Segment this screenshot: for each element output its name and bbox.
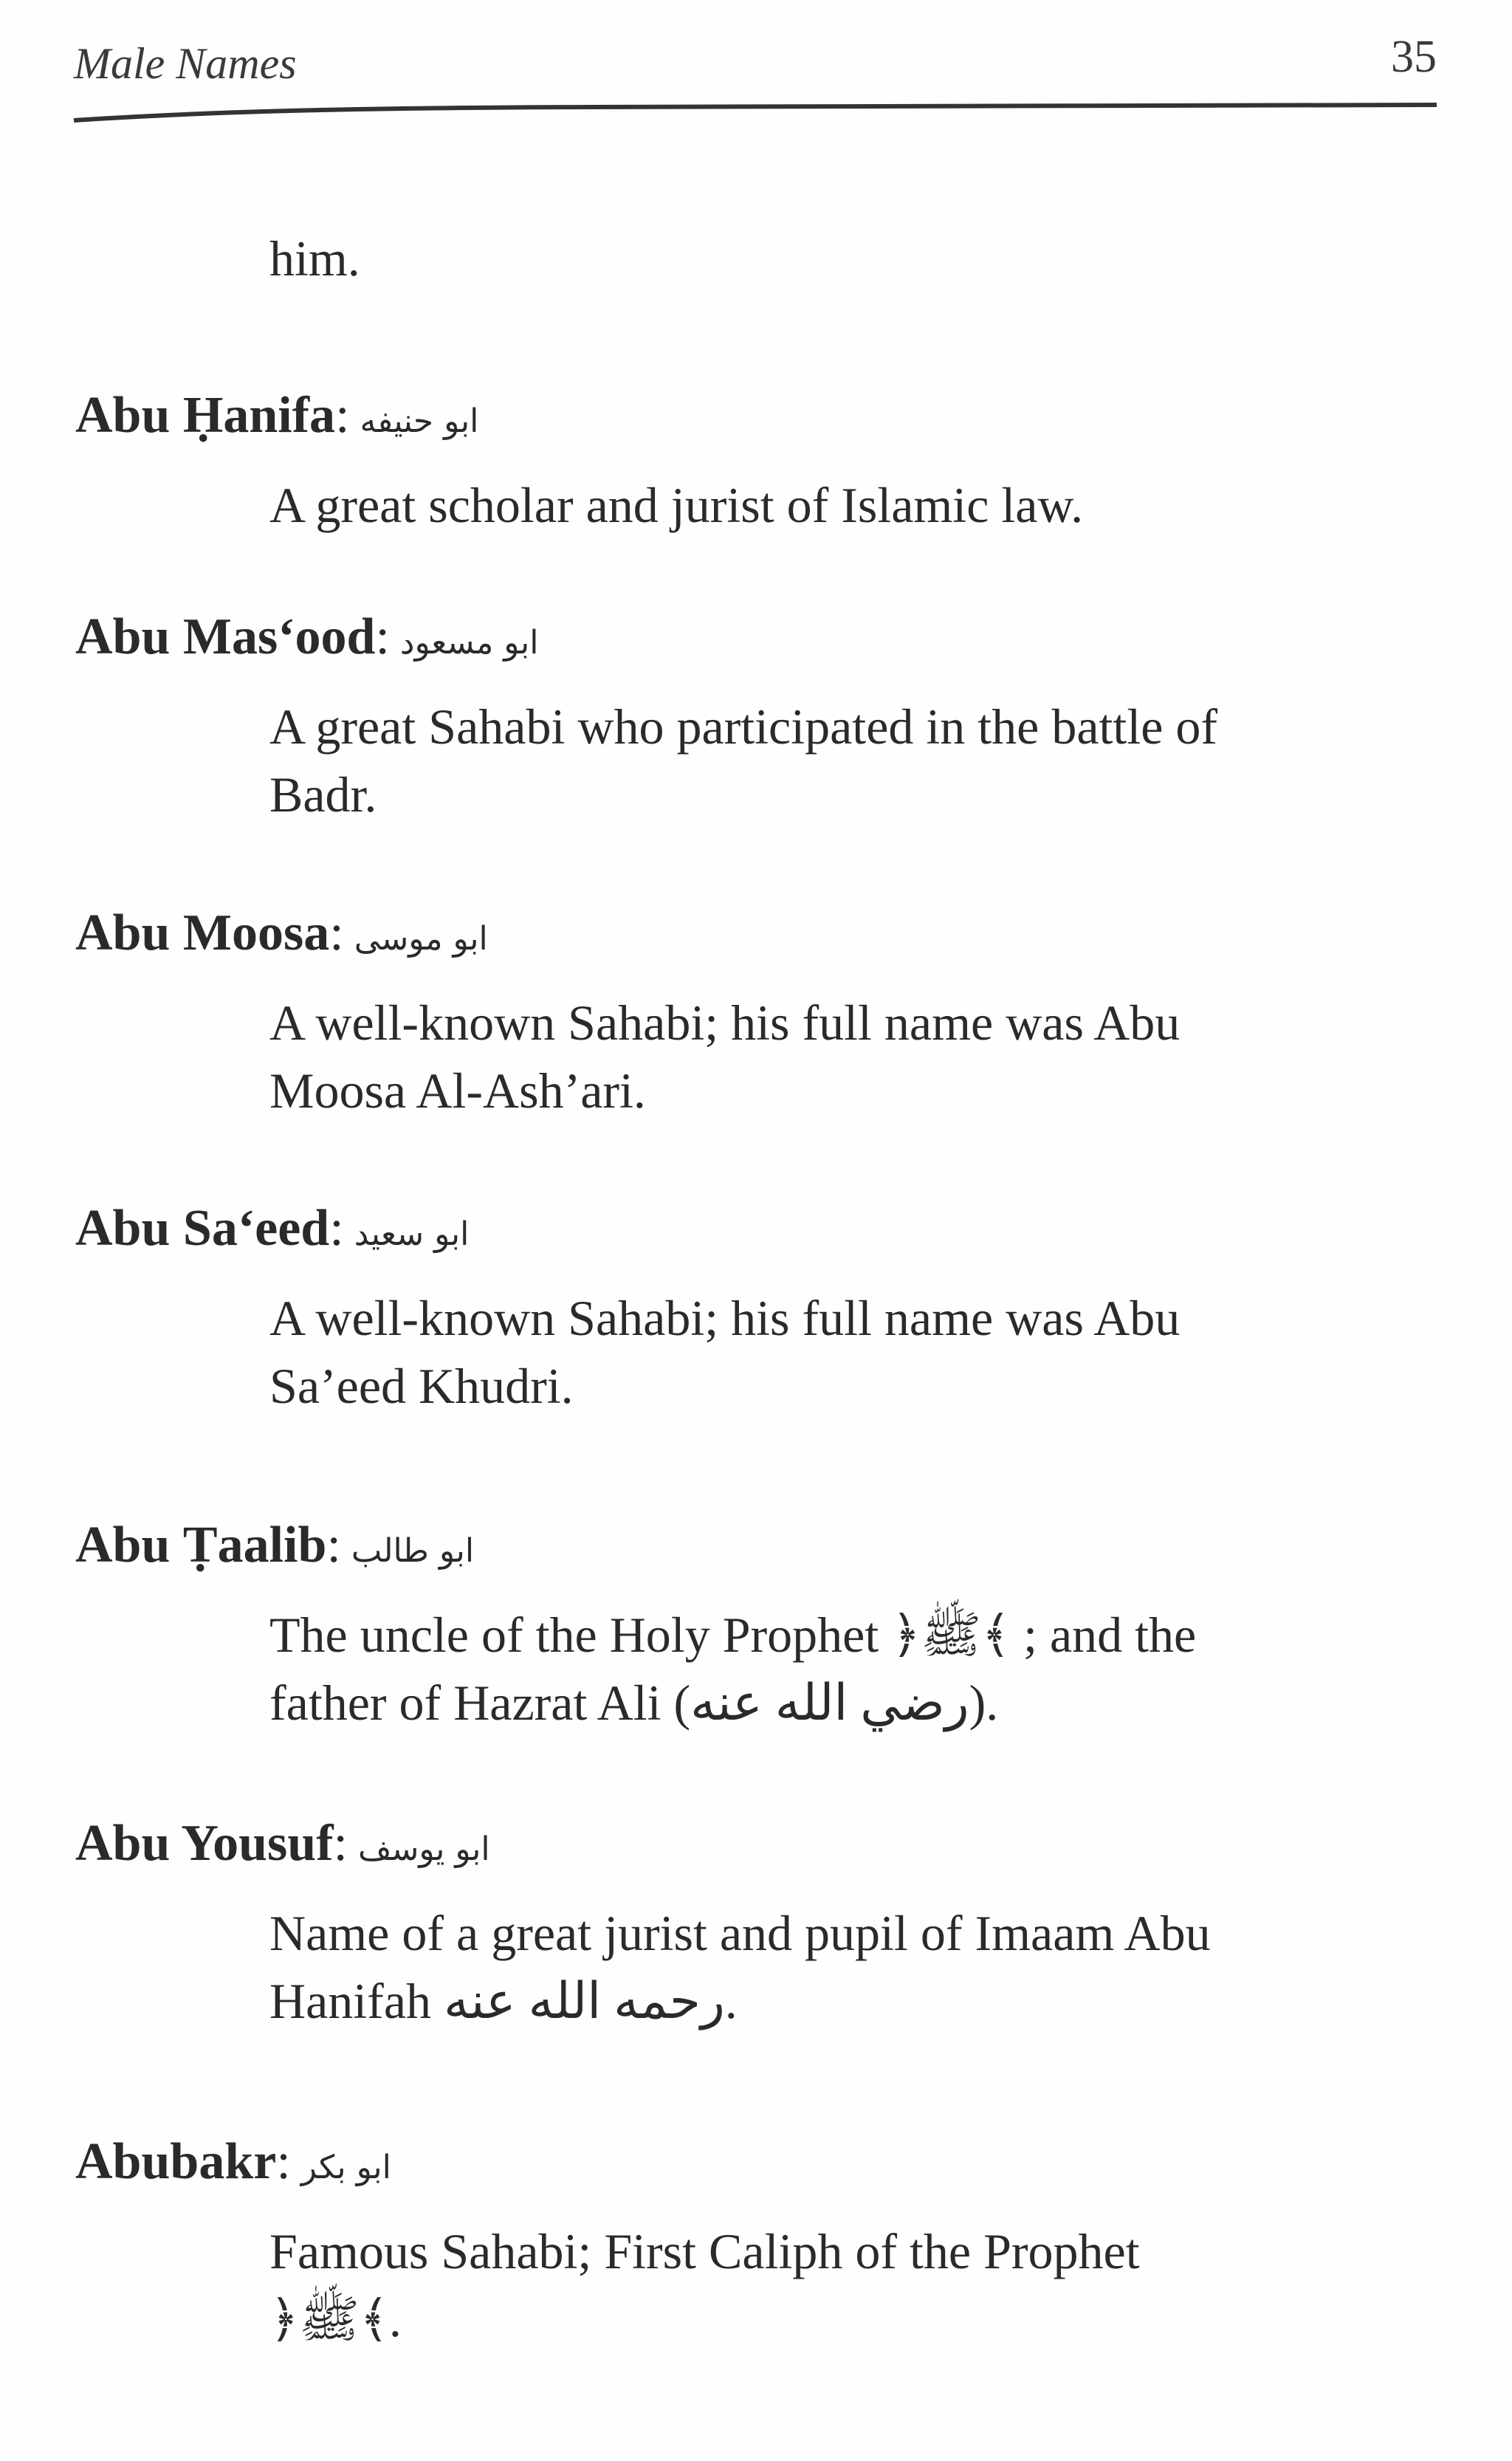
description-line: A well-known Sahabi; his full name was Abu: [269, 1290, 1181, 1346]
entry-name: Abu Ḥanifa: [75, 387, 336, 444]
description-line: ﴿ﷺ﴾.: [269, 2291, 402, 2347]
entry-description: [269, 989, 1449, 1125]
entry-description: [269, 693, 1449, 828]
entry-description: [269, 1899, 1449, 2035]
description-line: A great Sahabi who participated in the battle of: [269, 699, 1218, 755]
name-entry: [75, 2128, 1449, 2353]
entry-name: Abubakr: [75, 2133, 277, 2190]
entry-name: Abu Moosa: [75, 905, 330, 961]
name-entry: [75, 1810, 1449, 2035]
entry-heading: Abu Sa‘eed: ابو سعيد: [75, 1200, 470, 1257]
entry-heading: Abubakr: ابو بكر: [75, 2133, 391, 2190]
name-entry: [75, 1195, 1449, 1420]
description-line: A well-known Sahabi; his full name was Abu: [269, 995, 1181, 1051]
entry-description: [269, 471, 1449, 539]
entry-heading: Abu Ḥanifa: ابو حنيفه: [75, 387, 479, 444]
entry-name: Abu Sa‘eed: [75, 1200, 330, 1257]
entry-description: [269, 1601, 1449, 1737]
entry-arabic: ابو بكر: [300, 2149, 391, 2186]
entry-name: Abu Mas‘ood: [75, 608, 376, 665]
description-line: father of Hazrat Ali (رضي الله عنه).: [269, 1675, 999, 1731]
continuation-text: him.: [269, 230, 360, 286]
header-rule: [0, 89, 1512, 126]
description-line: Name of a great jurist and pupil of Imaam Abu: [269, 1905, 1211, 1961]
entry-arabic: ابو يوسف: [357, 1830, 490, 1868]
description-line: Moosa Al-Ash’ari.: [269, 1063, 646, 1119]
entry-heading: Abu Yousuf: ابو يوسف: [75, 1815, 490, 1872]
entry-description: [269, 2217, 1449, 2353]
entry-heading: Abu Moosa: ابو موسى: [75, 905, 488, 961]
entry-heading: Abu Ṭaalib: ابو طالب: [75, 1517, 475, 1573]
entry-arabic: ابو سعيد: [354, 1215, 470, 1253]
entry-name: Abu Ṭaalib: [75, 1517, 327, 1573]
description-line: A great scholar and jurist of Islamic law.: [269, 477, 1084, 533]
description-line: Badr.: [269, 766, 377, 823]
entry-arabic: ابو مسعود: [399, 624, 539, 662]
description-line: Famous Sahabi; First Caliph of the Prophet: [269, 2223, 1140, 2279]
name-entry: [75, 382, 1449, 539]
name-entry: [75, 899, 1449, 1125]
entry-description: [269, 1284, 1449, 1420]
entry-name: Abu Yousuf: [75, 1815, 334, 1872]
entry-arabic: ابو موسى: [354, 920, 488, 958]
description-line: The uncle of the Holy Prophet ﴿ﷺ﴾ ; and the: [269, 1607, 1197, 1663]
name-entry: [75, 1511, 1449, 1737]
entry-arabic: ابو حنيفه: [360, 402, 479, 440]
entry-arabic: ابو طالب: [351, 1532, 475, 1570]
name-entry: [75, 603, 1449, 828]
description-line: Sa’eed Khudri.: [269, 1358, 574, 1414]
running-header-title: Male Names: [74, 39, 297, 88]
entry-heading: Abu Mas‘ood: ابو مسعود: [75, 608, 539, 665]
description-line: Hanifah رحمه الله عنه.: [269, 1973, 738, 2029]
page-number: 35: [1391, 32, 1437, 82]
